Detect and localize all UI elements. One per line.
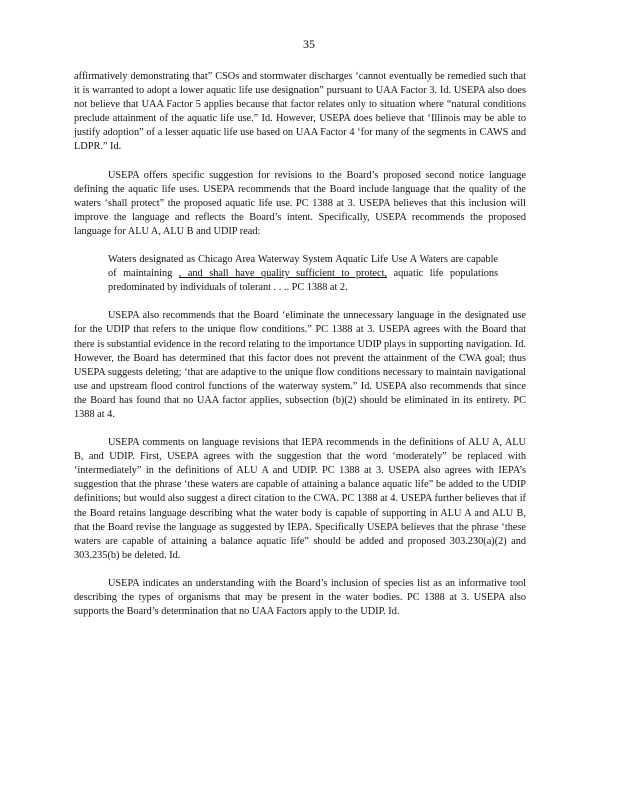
paragraph-3: USEPA also recommends that the Board ‘eliminate the unnecessary language in the designated use for the UDIP that refers to the unique flow conditions.” PC 1388 at 3. USEPA agrees with the Board that there is substantial evidence in the record relating to the importance UDIP plays in supporting navigation. Id. However, the Board has determined that this factor does not prevent the attainment of the CWA goal; thus USEPA suggests deleting; ‘that are adaptive to the unique flow conditions necessary to maintain navigational use and upstream flood control functions of the waterway system.” Id. USEPA also recommends that since the Board has found that no UAA factor applies, subsection (b)(2) should be eliminated in its entirety. PC 1388 at 4. xyxy=(74,310,526,420)
paragraph-5: USEPA indicates an understanding with the Board’s inclusion of species list as an informative tool describing the types of organisms that may be present in the water bodies. PC 1388 at 3. USEPA also supports the Board’s determination that no UAA Factors apply to the UDIP. Id. xyxy=(74,577,526,618)
quote-text-before: Waters designated as Chicago Area Waterway System Aquatic Life Use A Waters are capable of maintaining xyxy=(108,254,498,280)
quote-text-after: aquatic life populations predominated by individuals of tolerant . . .. PC 1388 at 2. xyxy=(108,268,499,294)
quote-underlined-text: , and shall have quality sufficient to protect, xyxy=(178,268,388,280)
block-quote xyxy=(108,253,498,295)
document-body xyxy=(74,70,526,633)
page-number: 35 xyxy=(303,37,315,51)
paragraph-4: USEPA comments on language revisions that IEPA recommends in the definitions of ALU A, ALU B, and UDIP. First, USEPA agrees with the suggestion that the word ‘moderately” be replaced with ‘intermediately” in the definitions of ALU A and UDIP. PC 1388 at 3. USEPA also agrees with IEPA’s suggestion that the phrase ‘these waters are capable of attaining a balance aquatic life” be added to the UDIP definitions; but would also suggest a direct citation to the CWA. PC 1388 at 4. USEPA further believes that if the Board retains language describing what the water body is capable of supporting in ALU A and ALU B, that the Board revise the language as suggested by IEPA. Specifically USEPA believes that the phrase ‘these waters are capable of attaining a balance aquatic life” should be added and proposed 303.230(a)(2) and 303.235(b) be deleted. Id. xyxy=(74,437,526,561)
paragraph-1: affirmatively demonstrating that” CSOs and stormwater discharges ‘cannot eventually be remedied such that it is warranted to adopt a lower aquatic life use designation” pursuant to UAA Factor 3. Id. USEPA also does not believe that UAA Factor 5 applies because that factor relates only to situation where “natural conditions preclude attainment of the aquatic life use.” Id. However, USEPA does believe that ‘Illinois may be able to justify adoption” of a lesser aquatic life use based on UAA Factor 4 ‘for many of the segments in CAWS and LDPR.” Id. xyxy=(74,71,526,153)
paragraph-2: USEPA offers specific suggestion for revisions to the Board’s proposed second notice language defining the aquatic life uses. USEPA recommends that the Board include language that the quality of the waters ‘shall protect” the proposed aquatic life use. PC 1388 at 3. USEPA believes that this inclusion will improve the language and reflects the Board’s intent. Specifically, USEPA recommends the proposed language for ALU A, ALU B and UDIP read: xyxy=(74,169,526,237)
